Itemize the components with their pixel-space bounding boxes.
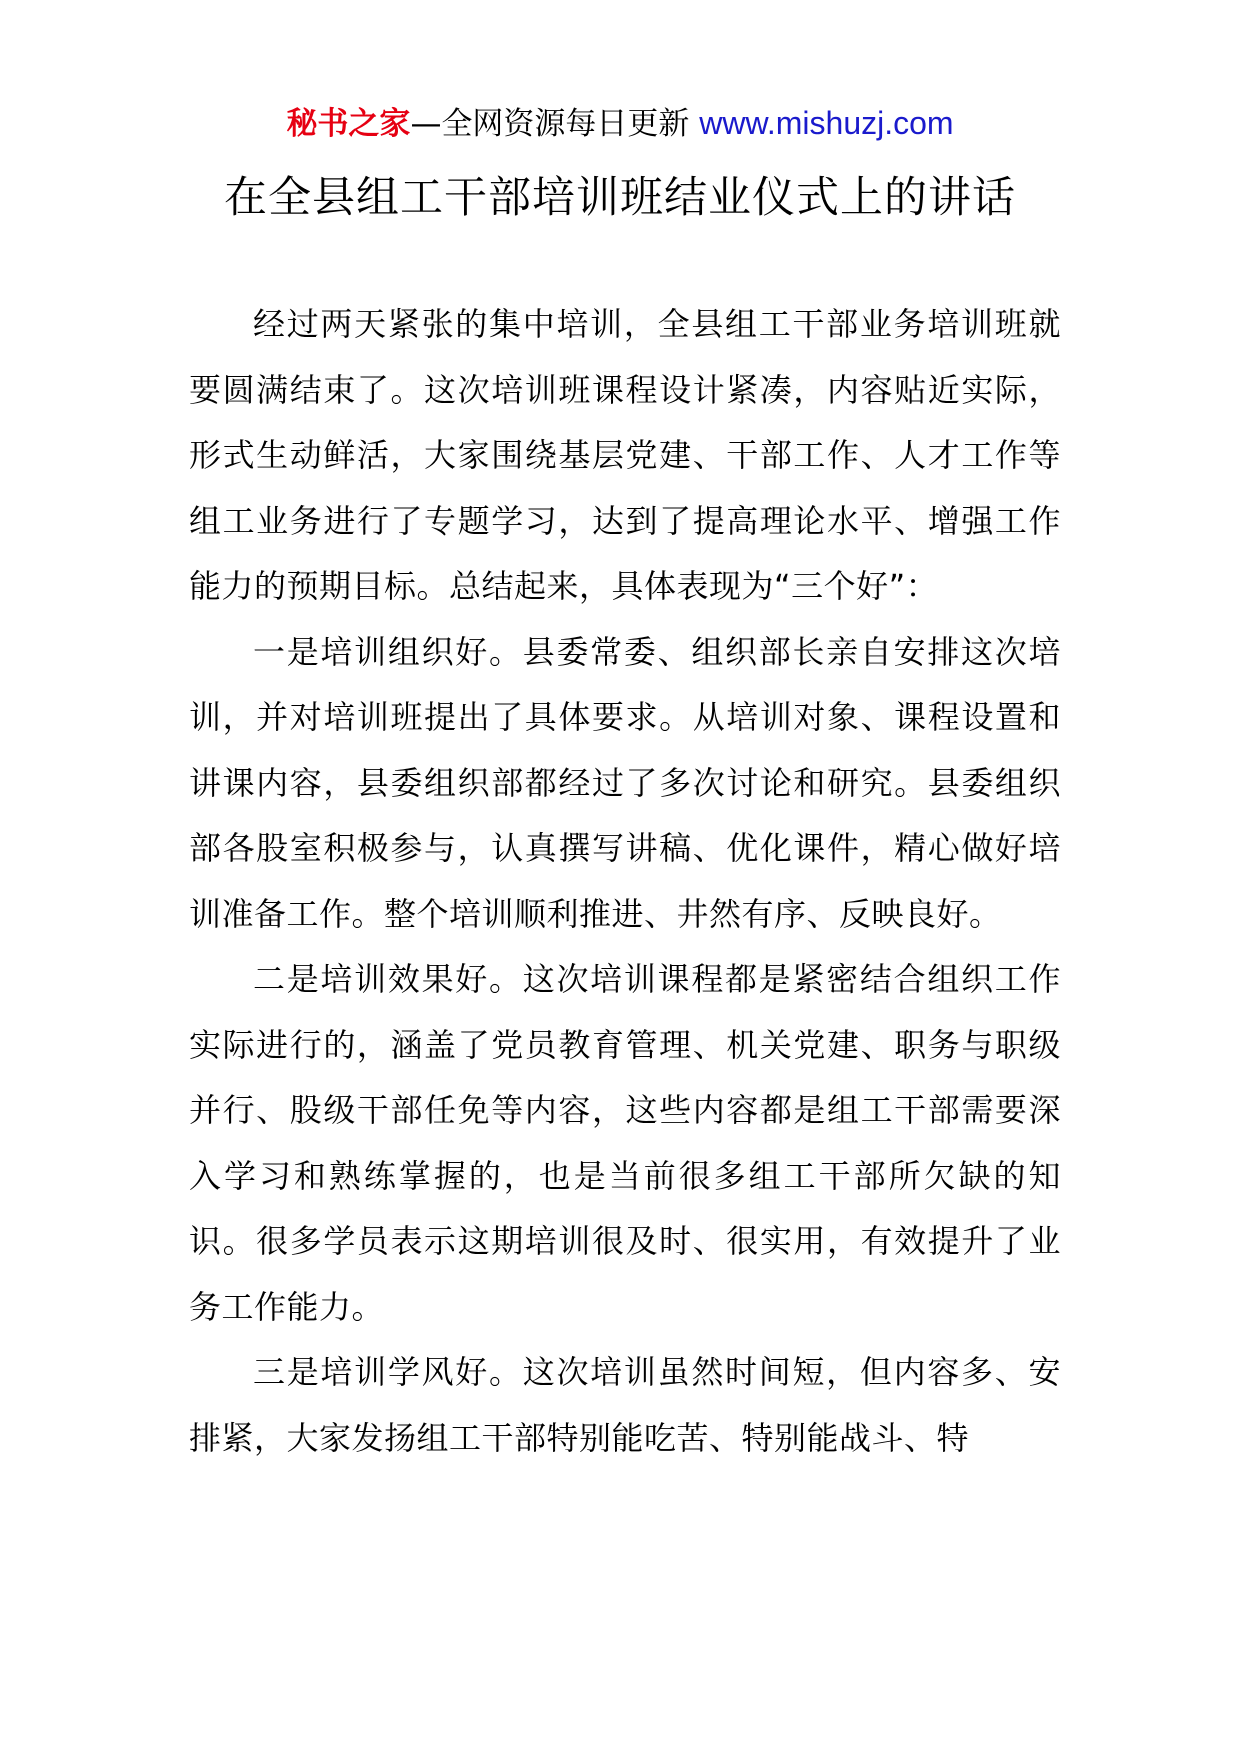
- document-body: [189, 292, 1061, 1471]
- paragraph-study-style: 三是培训学风好。这次培训虽然时间短，但内容多、安排紧，大家发扬组工干部特别能吃苦、特别能战斗、特: [189, 1353, 1061, 1457]
- paragraph-effect: 二是培训效果好。这次培训课程都是紧密结合组织工作实际进行的，涵盖了党员教育管理、机关党建、职务与职级并行、股级干部任免等内容，这些内容都是组工干部需要深入学习和熟练掌握的，也是当前很多组工干部所欠缺的知识。很多学员表示这期培训很及时、很实用，有效提升了业务工作能力。: [189, 960, 1061, 1326]
- paragraph-organization: 一是培训组织好。县委常委、组织部长亲自安排这次培训，并对培训班提出了具体要求。从培训对象、课程设置和讲课内容，县委组织部都经过了多次讨论和研究。县委组织部各股室积极参与，认真撰写讲稿、优化课件，精心做好培训准备工作。整个培训顺利推进、井然有序、反映良好。: [189, 632, 1061, 933]
- document-title: 在全县组工干部培训班结业仪式上的讲话: [224, 173, 1016, 223]
- site-brand: 秘书之家: [286, 106, 411, 142]
- site-tagline: —全网资源每日更新: [410, 106, 690, 142]
- site-url-link[interactable]: www.mishuzj.com: [699, 105, 954, 141]
- site-header: [0, 100, 1240, 147]
- paragraph-intro: 经过两天紧张的集中培训，全县组工干部业务培训班就要圆满结束了。这次培训班课程设计紧凑，内容贴近实际，形式生动鲜活，大家围绕基层党建、干部工作、人才工作等组工业务进行了专题学习，达到了提高理论水平、增强工作能力的预期目标。总结起来，具体表现为“三个好”：: [189, 305, 1061, 605]
